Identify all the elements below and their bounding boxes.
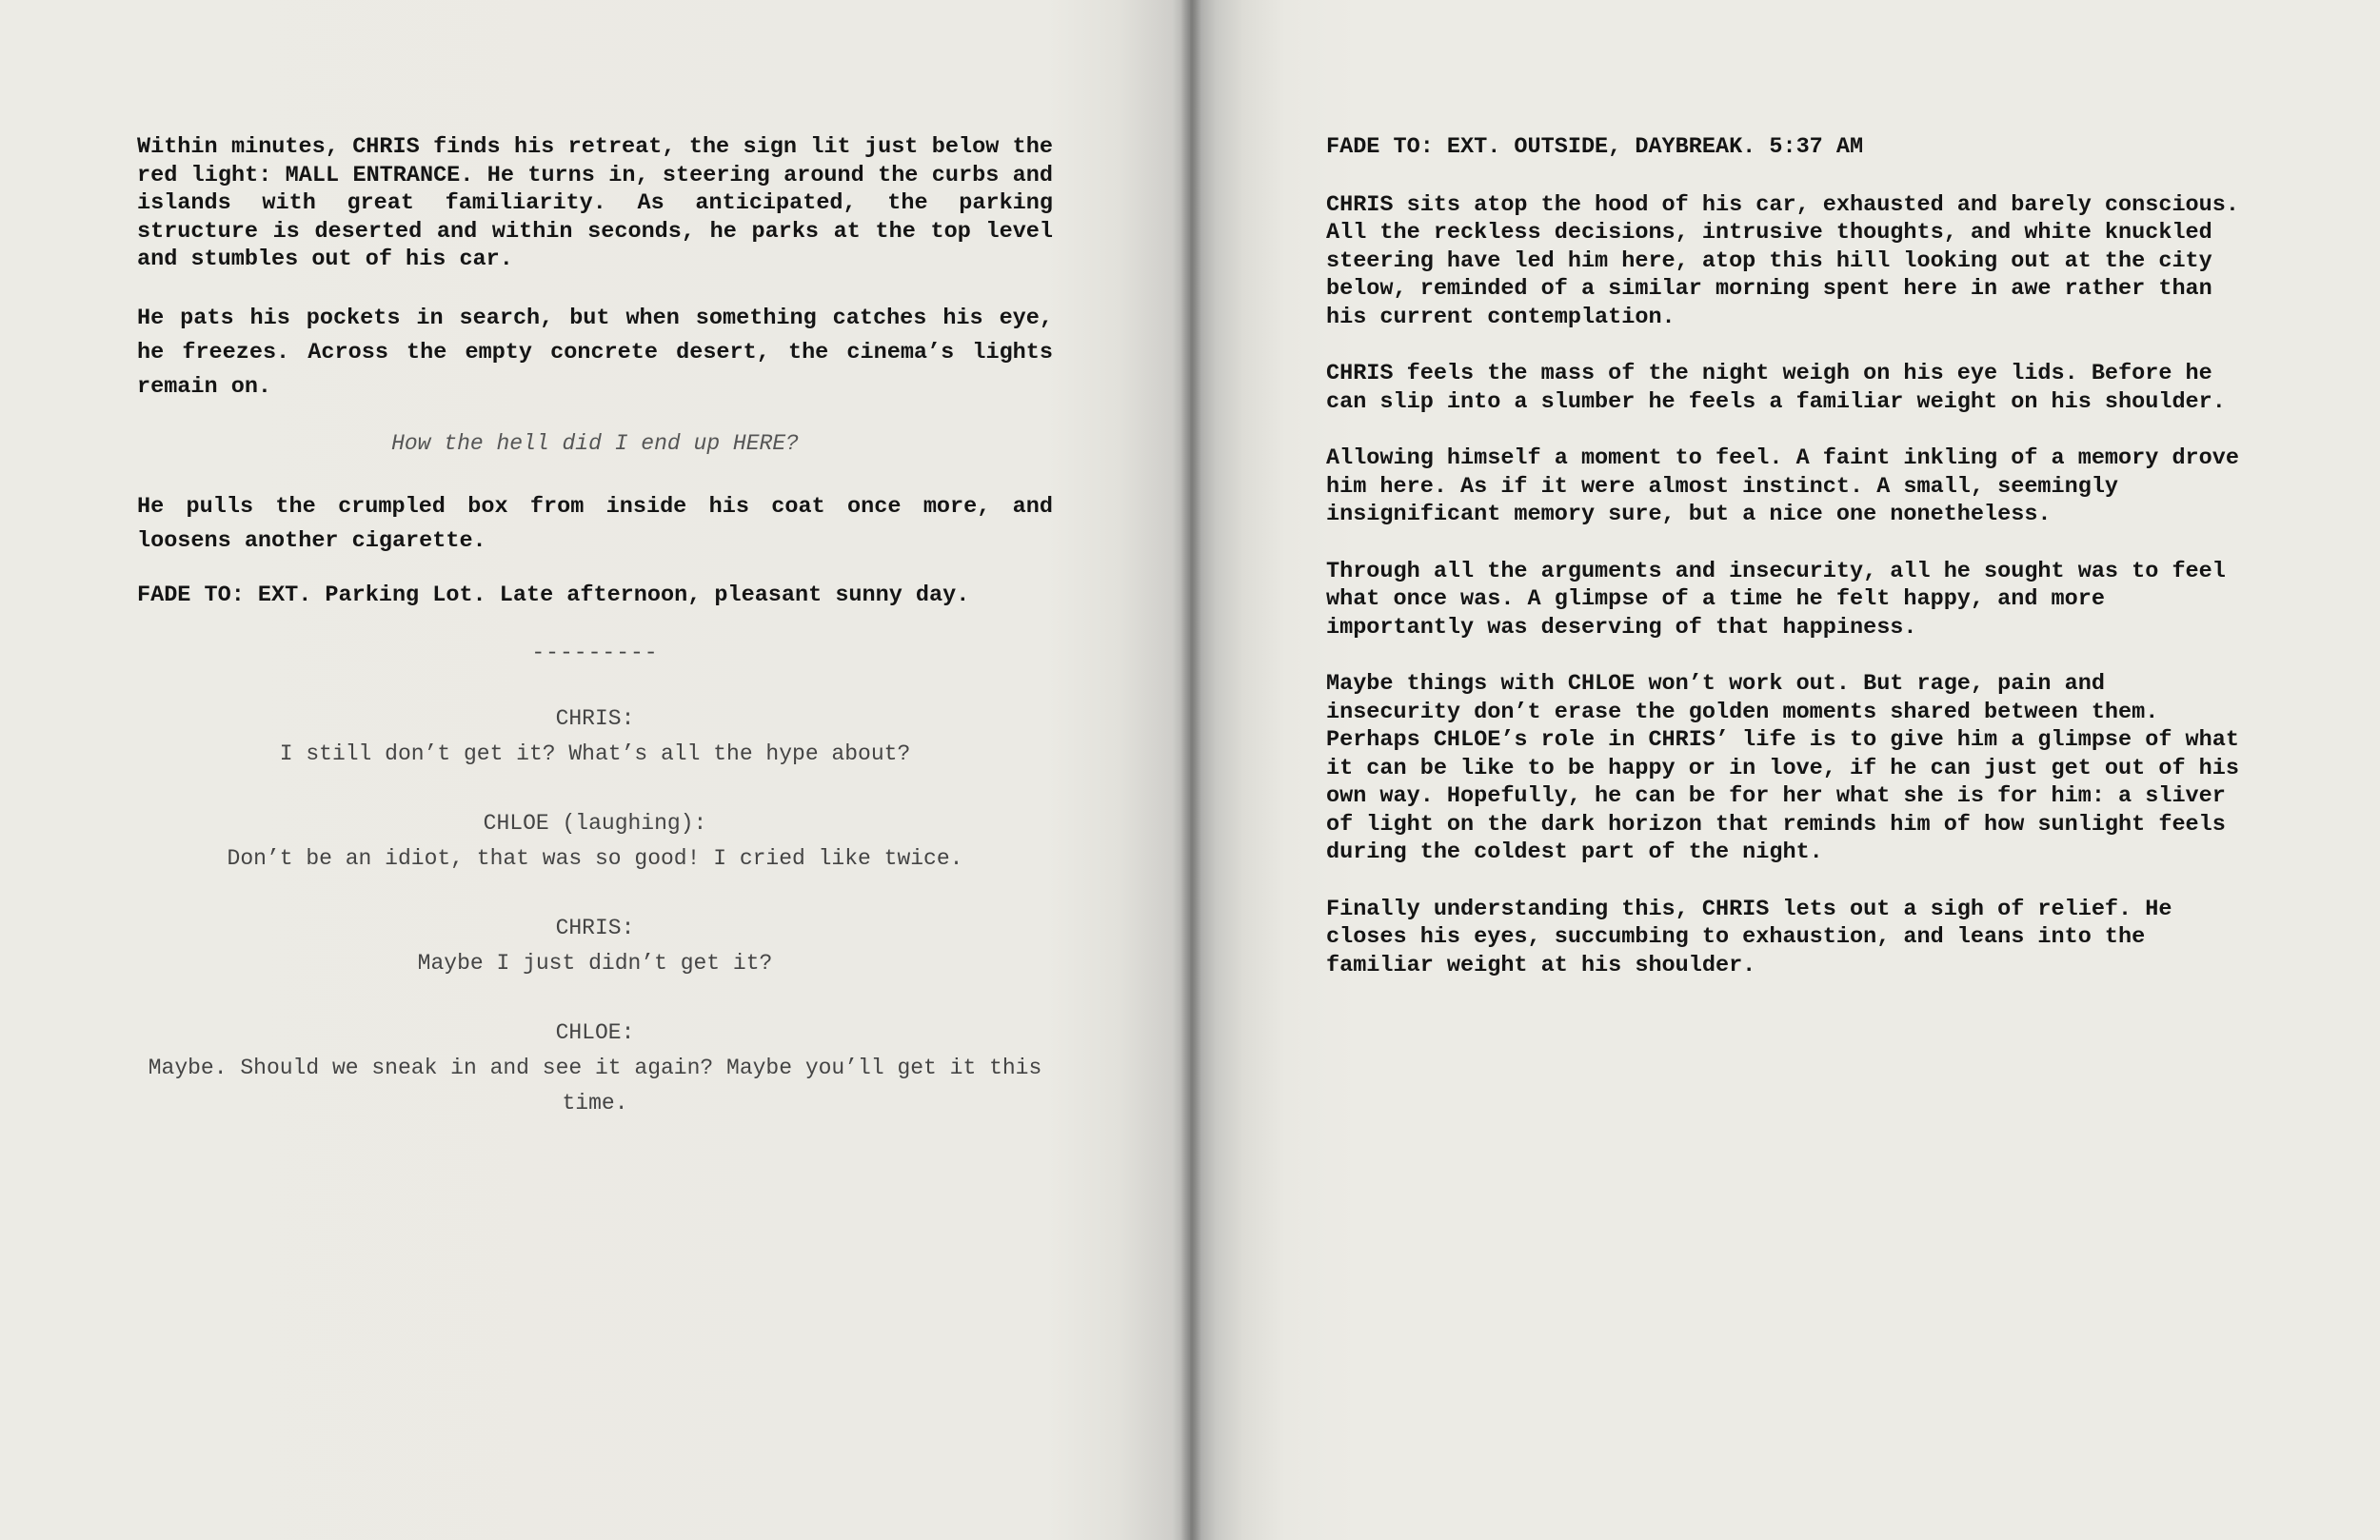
action-paragraph: Finally understanding this, CHRIS lets out a sigh of relief. He closes his eyes, succumbing to exhaustion, and leans into the familiar weight at his shoulder. — [1326, 896, 2172, 978]
action-paragraph: He pats his pockets in search, but when something catches his eye, he freezes. Across the empty concrete desert, the cinema’s lights remain on. — [137, 305, 1053, 400]
action-paragraph: Within minutes, CHRIS finds his retreat, the sign lit just below the red light: MALL ENTRANCE. He turns in, steering around the curbs and islands with great familiarity. As anticipated, the parking structure is deserted and within seconds, he parks at the top level and stumbles out of his car. — [137, 134, 1053, 272]
dialogue-speaker: CHRIS: — [555, 916, 635, 940]
dialogue-speaker: CHRIS: — [555, 706, 635, 731]
action-paragraph: Allowing himself a moment to feel. A faint inkling of a memory drove him here. As if it were almost instinct. A small, seemingly insignificant memory sure, but a nice one nonetheless. — [1326, 445, 2239, 527]
action-paragraph: Through all the arguments and insecurity, all he sought was to feel what once was. A glimpse of a time he felt happy, and more importantly was deserving of that happiness. — [1326, 558, 2226, 641]
dialogue-line: I still don’t get it? What’s all the hype about? — [279, 741, 911, 766]
dialogue-block — [137, 806, 1053, 877]
inner-thought: How the hell did I end up HERE? — [391, 430, 799, 456]
dialogue-block — [137, 701, 1053, 772]
dialogue-block — [137, 911, 1053, 981]
right-page-text — [1326, 133, 2242, 1008]
action-paragraph: CHRIS feels the mass of the night weigh on his eye lids. Before he can slip into a slumber he feels a familiar weight on his shoulder. — [1326, 361, 2226, 415]
dialogue-line: Maybe. Should we sneak in and see it again? Maybe you’ll get it this time. — [148, 1056, 1042, 1116]
action-paragraph: He pulls the crumpled box from inside his coat once more, and loosens another cigarette. — [137, 493, 1053, 554]
dialogue-line: Don’t be an idiot, that was so good! I cried like twice. — [227, 846, 963, 871]
book-gutter — [1180, 0, 1201, 1540]
action-paragraph: CHRIS sits atop the hood of his car, exhausted and barely conscious. All the reckless decisions, intrusive thoughts, and white knuckled steering have led him here, atop this hill looking out at the city below, reminded of a similar morning spent here in awe rather than his current contemplation. — [1326, 191, 2239, 330]
dialogue-line: Maybe I just didn’t get it? — [417, 951, 773, 976]
dialogue-speaker: CHLOE: — [555, 1020, 635, 1045]
left-page-text — [137, 133, 1053, 1155]
dialogue-speaker: CHLOE (laughing): — [483, 811, 707, 836]
dialogue-block — [137, 1016, 1053, 1121]
action-paragraph: Maybe things with CHLOE won’t work out. But rage, pain and insecurity don’t erase the golden moments shared between them. Perhaps CHLOE’s role in CHRIS’ life is to give him a glimpse of what it can be like to be happy or in love, if he can just get out of his own way. Hopefully, he can be for her what she is for him: a sliver of light on the dark horizon that reminds him of how sunlight feels during the coldest part of the night. — [1326, 671, 2239, 865]
scene-heading: FADE TO: EXT. OUTSIDE, DAYBREAK. 5:37 AM — [1326, 134, 1864, 160]
scene-heading: FADE TO: EXT. Parking Lot. Late afternoon, pleasant sunny day. — [137, 582, 970, 608]
scene-divider: --------- — [531, 641, 659, 665]
